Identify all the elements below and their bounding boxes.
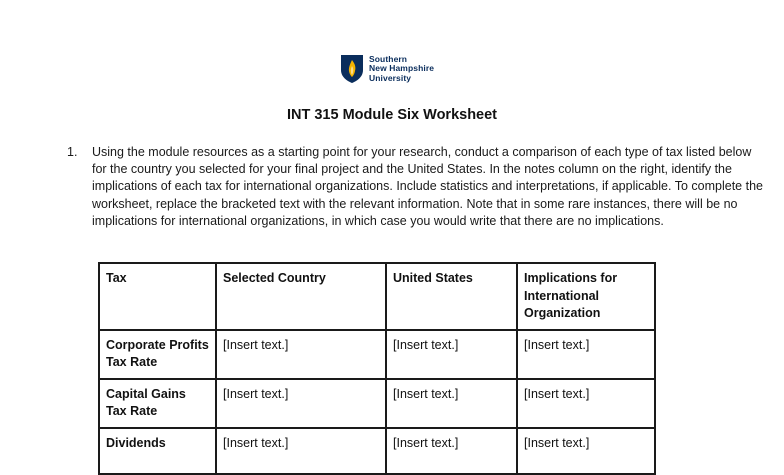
table-row [99,428,655,474]
snhu-logo [340,54,434,84]
header-tax: Tax [99,263,216,330]
logo-wordmark [369,55,434,84]
row-label: Dividends [99,428,216,474]
cell-implications[interactable]: [Insert text.] [517,379,655,428]
tax-comparison-table [98,262,656,475]
cell-implications[interactable]: [Insert text.] [517,330,655,379]
logo-line-3: University [369,72,412,83]
question-number: 1. [67,145,78,159]
header-united-states: United States [386,263,517,330]
logo-line-2: New Hampshire [369,63,435,74]
cell-united-states[interactable]: [Insert text.] [386,428,517,474]
shield-flame-icon [340,54,364,84]
logo-line-1: Southern [369,53,408,64]
page-title: INT 315 Module Six Worksheet [286,107,498,123]
header-implications: Implications for International Organization [517,263,655,330]
cell-united-states[interactable]: [Insert text.] [386,330,517,379]
cell-implications[interactable]: [Insert text.] [517,428,655,474]
header-selected-country: Selected Country [216,263,386,330]
table-row [99,330,655,379]
cell-united-states[interactable]: [Insert text.] [386,379,517,428]
cell-selected-country[interactable]: [Insert text.] [216,379,386,428]
row-label: Corporate Profits Tax Rate [99,330,216,379]
question-text: Using the module resources as a starting point for your research, conduct a comparison of each type of tax listed below for the country you selected for your final project and the United States. In the notes column on the right, identify the implications of each tax for international organizations. Include statistics and interpretations, if applicable. To complete the worksheet, replace the bracketed text with the relevant information. Note that in some rare instances, there will be no implications for international organizations, in which case you would write that there are no implications. [92,145,763,228]
row-label: Capital Gains Tax Rate [99,379,216,428]
cell-selected-country[interactable]: [Insert text.] [216,330,386,379]
table-header-row [99,263,655,330]
table-row [99,379,655,428]
cell-selected-country[interactable]: [Insert text.] [216,428,386,474]
